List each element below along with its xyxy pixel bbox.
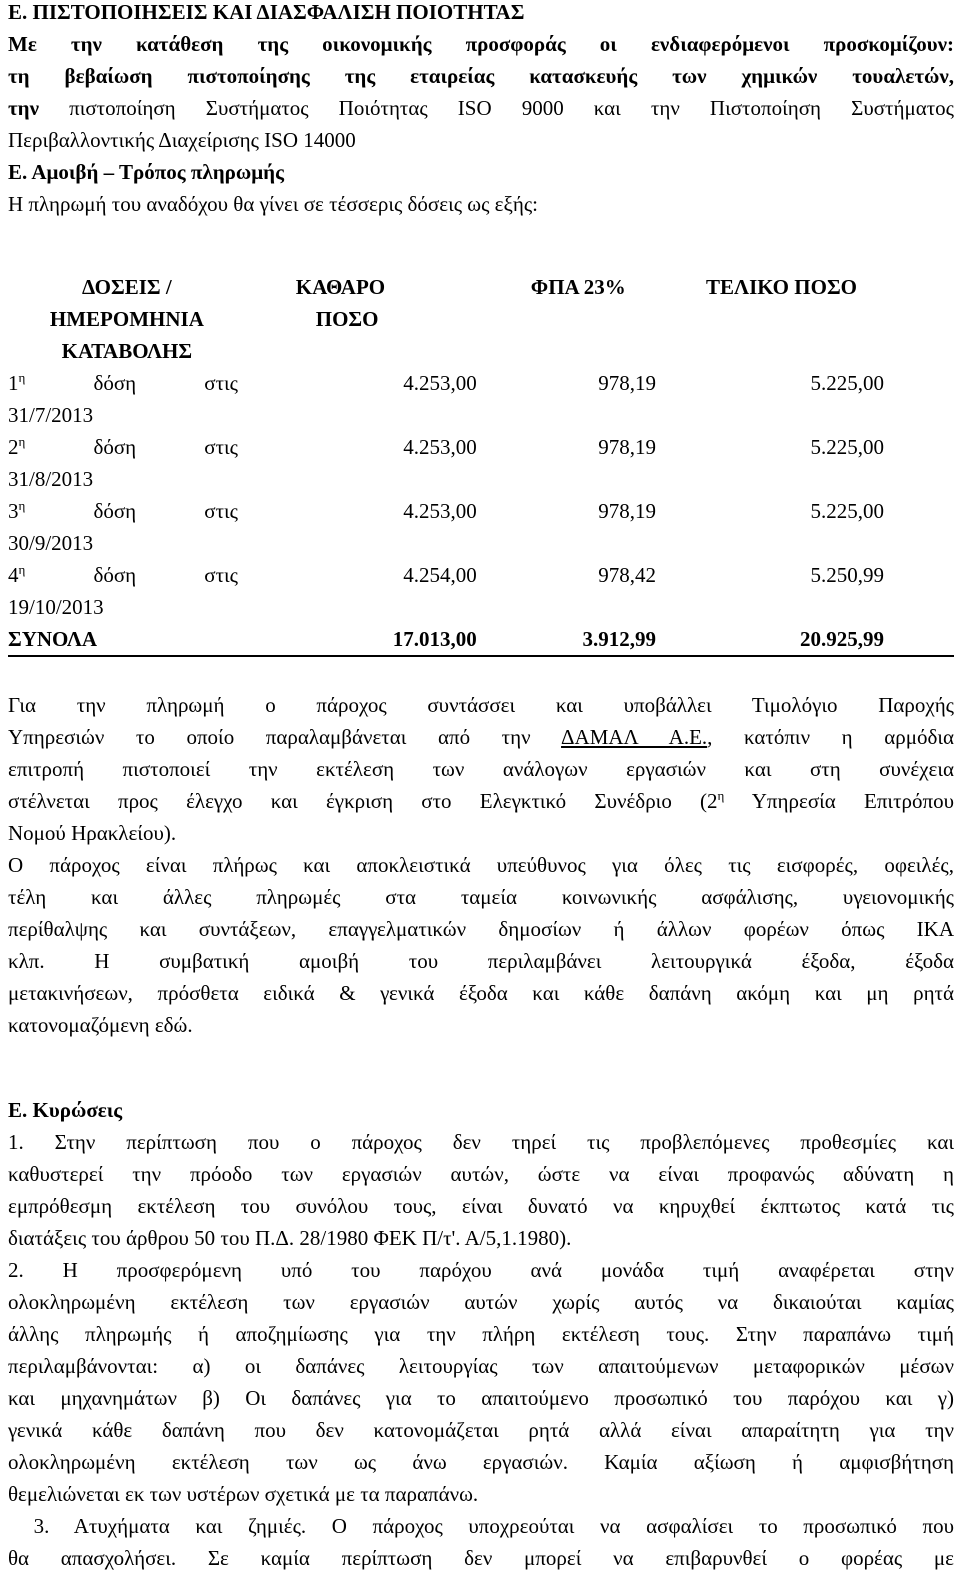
penalty-2-line-3: άλλης πληρωμής ή αποζημίωσης για την πλήρη εκτέλεση τους. Στην παραπάνω τιμή xyxy=(8,1322,954,1346)
penalty-2-line-1: 2. Η προσφερόμενη υπό του παρόχου ανά μονάδα τιμή αναφέρεται στην xyxy=(8,1258,954,1282)
invoice-paragraph xyxy=(8,689,954,1041)
section-heading-penalties: Ε. Κυρώσεις xyxy=(8,1098,123,1122)
installment-ordinal: η xyxy=(18,370,26,385)
cert-line-3-rest: πιστοποίηση Συστήματος Ποιότητας ISO 9000 και την Πιστοποίηση Συστήματος xyxy=(39,96,954,120)
penalty-2-line-5: και μηχανημάτων β) Οι δαπάνες για το απαιτούμενο προσωπικό του παρόχου και γ) xyxy=(8,1386,954,1410)
table-totals-row xyxy=(8,623,954,656)
invoice-line-2 xyxy=(8,721,954,753)
totals-label: ΣΥΝΟΛΑ xyxy=(8,623,246,656)
invoice-line-2-pre: Υπηρεσιών το οποίο παραλαμβάνεται από την xyxy=(8,725,562,749)
obligations-line-6: κατονομαζόμενη εδώ. xyxy=(8,1013,193,1037)
installment-number: 3 xyxy=(8,499,19,523)
vat-cell: 978,19 xyxy=(598,371,657,395)
installment-ordinal: η xyxy=(18,562,26,577)
penalty-1-line-4: διατάξεις του άρθρου 50 του Π.Δ. 28/1980 ΦΕΚ Π/τ'. Α/5,1.1980). xyxy=(8,1226,572,1250)
installment-cell xyxy=(8,495,246,559)
installment-number: 2 xyxy=(8,435,19,459)
installment-at: στις xyxy=(204,563,238,587)
invoice-line-5: Νομού Ηρακλείου). xyxy=(8,821,177,845)
section-heading-certifications: Ε. ΠΙΣΤΟΠΟΙΗΣΕΙΣ ΚΑΙ ΔΙΑΣΦΑΛΙΣΗ ΠΟΙΟΤΗΤΑΣ xyxy=(8,0,525,24)
cert-line-3-bold: την xyxy=(8,96,39,120)
obligations-line-3: περίθαλψης και συντάξεων, επαγγελματικών δημοσίων ή άλλων φορέων όπως ΙΚΑ xyxy=(8,917,954,941)
installment-word: δόση xyxy=(93,371,137,395)
penalty-1-line-2: καθυστερεί την πρόοδο των εργασιών αυτών, ώστε να είναι προφανώς αδύνατη η xyxy=(8,1162,954,1186)
header-installments-line3: ΚΑΤΑΒΟΛΗΣ xyxy=(61,339,193,363)
installment-word: δόση xyxy=(93,563,137,587)
obligations-line-2: τέλη και άλλες πληρωμές στα ταμεία κοινωνικής ασφάλισης, υγειονομικής xyxy=(8,885,954,909)
installment-word: δόση xyxy=(93,499,137,523)
installment-date: 19/10/2013 xyxy=(8,595,104,619)
net-amount-cell: 4.253,00 xyxy=(403,371,477,395)
net-amount-cell: 4.254,00 xyxy=(403,563,477,587)
cert-line-3 xyxy=(8,92,954,124)
payment-intro: Η πληρωμή του αναδόχου θα γίνει σε τέσσερις δόσεις ως εξής: xyxy=(8,192,538,216)
cert-line-4: Περιβαλλοντικής Διαχείρισης ISO 14000 xyxy=(8,128,356,152)
installment-at: στις xyxy=(204,499,238,523)
installment-cell xyxy=(8,367,246,431)
installment-date: 31/7/2013 xyxy=(8,403,94,427)
totals-net: 17.013,00 xyxy=(246,623,491,656)
obligations-line-5: μετακινήσεων, πρόσθετα ειδικά & γενικά έξοδα και κάθε δαπάνη ακόμη και μη ρητά xyxy=(8,981,954,1005)
total-amount-cell: 5.225,00 xyxy=(810,435,884,459)
penalty-2-line-6: γενικά κάθε δαπάνη που δεν κατονομάζεται ρητά αλλά είναι απαραίτητη για την xyxy=(8,1418,954,1442)
installment-word: δόση xyxy=(93,435,137,459)
invoice-line-3: επιτροπή πιστοποιεί την εκτέλεση των ανάλογων εργασιών και στη συνέχεια xyxy=(8,757,954,781)
penalty-3-line-1: 3. Ατυχήματα και ζημιές. Ο πάροχος υποχρεούται να ασφαλίσει το προσωπικό που xyxy=(8,1514,954,1538)
invoice-line-4-sup: η xyxy=(717,788,725,803)
obligations-line-1: Ο πάροχος είναι πλήρως και αποκλειστικά υπεύθυνος για όλες τις εισφορές, οφειλές, xyxy=(8,853,954,877)
installment-ordinal: η xyxy=(18,498,26,513)
header-vat: ΦΠΑ 23% xyxy=(530,275,626,299)
header-net-line2: ΠΟΣΟ xyxy=(315,307,379,331)
header-installments-line1: ΔΟΣΕΙΣ / xyxy=(82,275,172,299)
penalty-1-line-1: 1. Στην περίπτωση που ο πάροχος δεν τηρεί τις προβλεπόμενες προθεσμίες και xyxy=(8,1130,954,1154)
installment-at: στις xyxy=(204,435,238,459)
penalty-3-line-2: θα απασχολήσει. Σε καμία περίπτωση δεν μπορεί να επιβαρυνθεί ο φορέας με xyxy=(8,1546,954,1570)
invoice-line-2-post: , κατόπιν η αρμόδια xyxy=(707,725,955,749)
installment-date: 31/8/2013 xyxy=(8,467,94,491)
installment-date: 30/9/2013 xyxy=(8,531,94,555)
table-row xyxy=(8,367,954,431)
header-installments-line2: ΗΜΕΡΟΜΗΝΙΑ xyxy=(49,307,204,331)
invoice-line-1: Για την πληρωμή ο πάροχος συντάσσει και υποβάλλει Τιμολόγιο Παροχής xyxy=(8,693,954,717)
header-installments xyxy=(8,271,246,367)
section-heading-payment: Ε. Αμοιβή – Τρόπος πληρωμής xyxy=(8,160,284,184)
invoice-line-4-post: Υπηρεσία Επιτρόπου xyxy=(724,789,954,813)
penalty-2-line-4: περιλαμβάνονται: α) οι δαπάνες λειτουργίας των απαιτούμενων μεταφορικών μέσων xyxy=(8,1354,954,1378)
installment-cell xyxy=(8,431,246,495)
installment-number: 4 xyxy=(8,563,19,587)
damal-reference: ΔΑΜΑΛ Α.Ε. xyxy=(561,725,708,749)
totals-total: 20.925,99 xyxy=(670,623,954,656)
penalty-2-line-7: ολοκληρωμένη εκτέλεση των ως άνω εργασιών. Καμία αξίωση ή αμφισβήτηση xyxy=(8,1450,954,1474)
header-total-amount: ΤΕΛΙΚΟ ΠΟΣΟ xyxy=(706,275,858,299)
header-net-amount xyxy=(246,271,491,367)
table-row xyxy=(8,495,954,559)
table-row xyxy=(8,559,954,623)
cert-line-2: τη βεβαίωση πιστοποίησης της εταιρείας κατασκευής των χημικών τουαλετών, xyxy=(8,64,954,88)
installment-cell xyxy=(8,559,246,623)
obligations-line-4: κλπ. Η συμβατική αμοιβή του περιλαμβάνει λειτουργικά έξοδα, έξοδα xyxy=(8,949,954,973)
invoice-line-4 xyxy=(8,785,954,817)
invoice-line-4-pre: στέλνεται προς έλεγχο και έγκριση στο Ελεγκτικό Συνέδριο (2 xyxy=(8,789,718,813)
net-amount-cell: 4.253,00 xyxy=(403,435,477,459)
vat-cell: 978,19 xyxy=(598,499,657,523)
total-amount-cell: 5.225,00 xyxy=(810,499,884,523)
certifications-section xyxy=(8,0,954,220)
table-row xyxy=(8,431,954,495)
installment-at: στις xyxy=(204,371,238,395)
cert-line-1: Με την κατάθεση της οικονομικής προσφοράς οι ενδιαφερόμενοι προσκομίζουν: xyxy=(8,32,954,56)
table-header-row xyxy=(8,271,954,367)
total-amount-cell: 5.225,00 xyxy=(810,371,884,395)
installment-ordinal: η xyxy=(18,434,26,449)
penalty-1-line-3: εμπρόθεσμη εκτέλεση του συνόλου τους, είναι δυνατό να κηρυχθεί έκπτωτος κατά τις xyxy=(8,1194,954,1218)
total-amount-cell: 5.250,99 xyxy=(810,563,884,587)
header-net-line1: ΚΑΘΑΡΟ xyxy=(295,275,386,299)
penalty-2-line-2: ολοκληρωμένη εκτέλεση των εργασιών αυτών χωρίς αυτός να δικαιούται καμίας xyxy=(8,1290,954,1314)
payment-schedule-table xyxy=(8,271,954,657)
installment-number: 1 xyxy=(8,371,19,395)
vat-cell: 978,42 xyxy=(598,563,657,587)
totals-vat: 3.912,99 xyxy=(491,623,670,656)
net-amount-cell: 4.253,00 xyxy=(403,499,477,523)
vat-cell: 978,19 xyxy=(598,435,657,459)
penalty-2-line-8: θεμελιώνεται εκ των υστέρων σχετικά με τα παραπάνω. xyxy=(8,1482,479,1506)
penalties-section xyxy=(8,1094,954,1574)
